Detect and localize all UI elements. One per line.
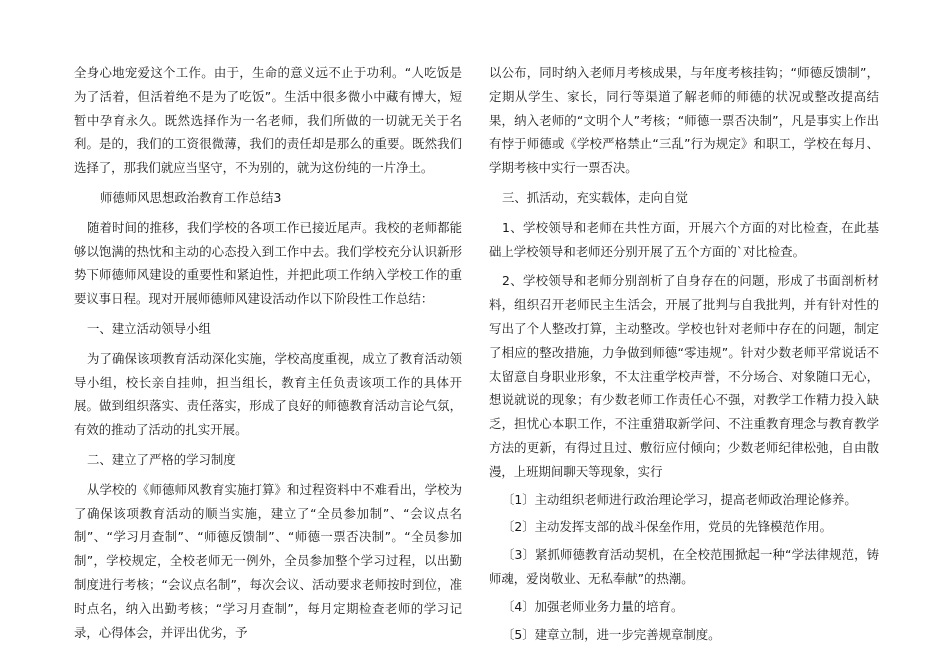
right-column xyxy=(489,61,879,646)
left-column xyxy=(74,61,462,644)
list-item-4: 〔4〕加强老师业务力量的培育。 xyxy=(502,598,684,614)
list-item-5: 〔5〕建章立制，进一步完善规章制度。 xyxy=(502,626,721,642)
heading-activities: 三、抓活动，充实载体，走向自觉 xyxy=(502,189,688,205)
paragraph-study-system: 从学校的《师德师风教育实施打算》和过程资料中不难看出，学校为了确保该项教育活动的顺当实施，建立了“全员参加制”、“会议点名制”、“学习月查制”、“师德反馈制”、“师德一票否决制”。“全员参加制”，学校规定，全校老师无一例外，全员参加整个学习过程，以出勤制度进行考核；“会议点名制”，每次会议、活动要求老师按时到位，准时点名，纳入出勤考核；“学习月查制”，每月定期检查老师的学习记录，心得体会，并评出优劣，予 xyxy=(74,481,462,640)
section-title: 师德师风思想政治教育工作总结3 xyxy=(100,189,282,205)
heading-study-system: 二、建立了严格的学习制度 xyxy=(87,451,236,467)
paragraph-summary: 随着时间的推移，我们学校的各项工作已接近尾声。我校的老师都能够以饱满的热忱和主动的心态投入到工作中去。我们学校充分认识新形势下师德师风建设的重要性和紧迫性，并把此项工作纳入学校工作的重要议事日程。现对开展师德师风建设活动作以下阶段性工作总结： xyxy=(74,219,462,307)
paragraph-intro: 全身心地宠爱这个工作。由于，生命的意义远不止于功利。“人吃饭是为了活着，但活着绝不是为了吃饭”。生活中很多微小中藏有博大，短暂中孕育永久。既然选择作为一名老师，我们所做的一切就无关于名利。是的，我们的工资很微薄，我们的责任却是那么的重要。既然我们选择了，那我们就应当坚守，不为别的，就为这份纯的一片净土。 xyxy=(74,65,462,176)
list-item-3: 〔3〕紧抓师德教育活动契机，在全校范围掀起一种“学法律规范，铸师魂，爱岗敬业、无私奉献”的热潮。 xyxy=(489,547,879,586)
paragraph-continuation: 以公布，同时纳入老师月考核成果，与年度考核挂钩；“师德反馈制”，定期从学生、家长，同行等渠道了解老师的师德的状况或整改提高结果，纳入老师的“文明个人”考核；“师德一票否决制”，凡是事实上作出有悖于师德或《学校严格禁止“三乱”行为规定》和职工，学校在每月、学期考核中实行一票否决。 xyxy=(489,65,879,176)
paragraph-item-2: 2、学校领导和老师分别剖析了自身存在的问题，形成了书面剖析材料，组织召开老师民主生活会，开展了批判与自我批判，并有针对性的写出了个人整改打算，主动整改。学校也针对老师中存在的问题，制定了相应的整改措施，力争做到师德“零违规”。针对少数老师平常说话不太留意自身职业形象，不太注重学校声誉，不分场合、对象随口无心，想说就说的现象；有少数老师工作责任心不强，对教学工作精力投入缺乏，担忧心本职工作，不注重猎取新学问、不注重教育理念与教育教学方法的更新，有得过且过、敷衍应付倾向；少数老师纪律松弛，自由散漫，上班期间聊天等现象，实行 xyxy=(489,273,879,479)
paragraph-leadership-group: 为了确保该项教育活动深化实施，学校高度重视，成立了教育活动领导小组，校长亲自挂帅，担当组长，教育主任负责该项工作的具体开展。做到组织落实、责任落实，形成了良好的师德教育活动言论气氛，有效的推动了活动的扎实开展。 xyxy=(74,350,462,438)
list-item-2: 〔2〕主动发挥支部的战斗保垒作用，党员的先锋模范作用。 xyxy=(502,519,833,535)
list-item-1: 〔1〕主动组织老师进行政治理论学习，提高老师政治理论修养。 xyxy=(502,491,857,507)
heading-leadership-group: 一、建立活动领导小组 xyxy=(87,320,211,336)
paragraph-item-1: 1、学校领导和老师在共性方面，开展六个方面的对比检查，在此基础上学校领导和老师还分别开展了五个方面的`对比检查。 xyxy=(489,219,879,259)
